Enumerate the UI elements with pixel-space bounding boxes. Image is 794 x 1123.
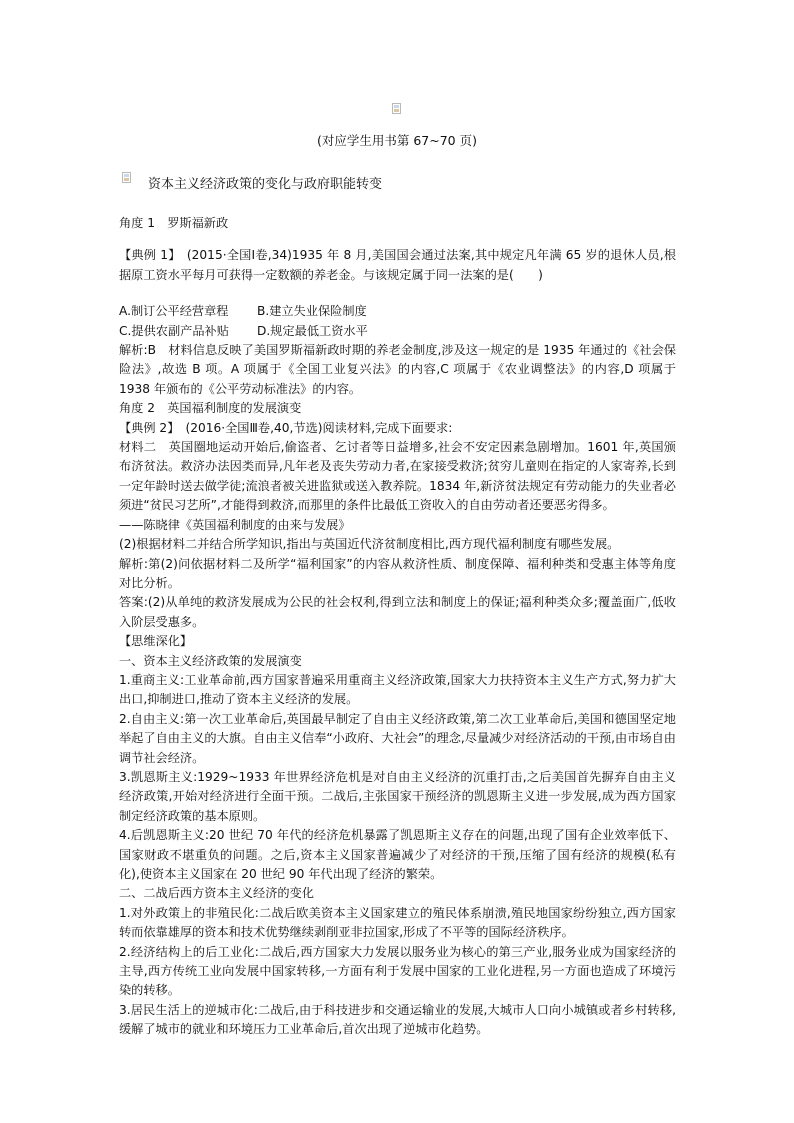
part1-item-4: 4.后凯恩斯主义:20 世纪 70 年代的经济危机暴露了凯恩斯主义存在的问题,出现了国有企业效率低下、国家财政不堪重负的问题。之后,资本主义国家普遍减少了对经济的干预,压缩了国有经济的规模(私有化),使资本主义国家在 20 世纪 90 年代出现了经济的繁荣。 [119,828,676,881]
angle2-heading: 角度 2 英国福利制度的发展演变 [119,401,302,416]
part2-item-3: 3.居民生活上的逆城市化:二战后,由于科技进步和交通运输业的发展,大城市人口向小城镇或者乡村转移,缓解了城市的就业和环境压力工业革命后,首次出现了逆城市化趋势。 [119,1002,676,1037]
part1-item-2: 2.自由主义:第一次工业革命后,英国最早制定了自由主义经济政策,第二次工业革命后,美国和德国坚定地举起了自由主义的大旗。自由主义信奉“小政府、大社会”的理念,尽量减少对经济活动的干预,由市场自由调节社会经济。 [119,711,676,765]
option-c: C.提供农副产品补贴 [119,323,229,338]
options-row-1 [119,302,676,321]
answer2: 答案:(2)从单纯的救济发展成为公民的社会权利,得到立法和制度上的保证;福利种类众多;覆盖面广,低收入阶层受惠多。 [119,595,676,629]
header-image-icon [392,103,401,114]
example2 [119,419,676,438]
example1 [119,246,676,285]
option-d: D.规定最低工资水平 [257,323,368,338]
option-a: A.制订公平经营章程 [119,304,229,319]
deepening-heading: 【思维深化】 [119,634,193,649]
material-two: 材料二 英国圈地运动开始后,偷盗者、乞讨者等日益增多,社会不安定因素急剧增加。1601 年,英国颁布济贫法。救济办法因类而异,凡年老及丧失劳动力者,在家接受救济;贫穷儿童则在指定的人家寄养,长到一定年龄时送去做学徒;流浪者被关进监狱或送入教养院。1834 年,新济贫法规定有劳动能力的失业者必须进“贫民习艺所”,才能得到救济,而那里的条件比最低工资收入的自由劳动者还要恶劣得多。 [119,440,676,513]
part2-item-1: 1.对外政策上的非殖民化:二战后欧美资本主义国家建立的殖民体系崩溃,殖民地国家纷纷独立,西方国家转而依靠雄厚的资本和技术优势继续剥削亚非拉国家,形成了不平等的国际经济秩序。 [119,905,676,940]
example2-label: 【典例 2】 [119,420,174,435]
part2-title: 二、二战后西方资本主义经济的变化 [119,886,314,901]
options-row-2 [119,322,676,341]
part2-item-2: 2.经济结构上的后工业化:二战后,西方国家大力发展以服务业为核心的第三产业,服务业成为国家经济的主导,西方传统工业向发展中国家转移,一方面有利于发展中国家的工业化进程,另一方面也造成了环境污染的转移。 [119,944,676,998]
part1-item-3: 3.凯恩斯主义:1929~1933 年世界经济危机是对自由主义经济的沉重打击,之后美国首先摒弃自由主义经济政策,开始对经济进行全面干预。二战后,主张国家干预经济的凯恩斯主义进一步发展,成为西方国家制定经济政策的基本原则。 [119,769,676,823]
part1-title: 一、资本主义经济政策的发展演变 [119,653,302,668]
question2: (2)根据材料二并结合所学知识,指出与英国近代济贫制度相比,西方现代福利制度有哪些发展。 [119,537,620,552]
page-reference: (对应学生用书第 67~70 页) [317,133,477,148]
section-image-icon [122,172,131,183]
angle1-heading: 角度 1 罗斯福新政 [119,216,229,230]
analysis2: 解析:第(2)问依据材料二及所学“福利国家”的内容从救济性质、制度保障、福利种类和受惠主体等角度对比分析。 [119,556,676,590]
example1-text: (2015·全国Ⅰ卷,34)1935 年 8 月,美国国会通过法案,其中规定凡年满 65 岁的退休人员,根据原工资水平每月可获得一定数额的养老金。与该规定属于同一法案的是( ) [119,248,677,282]
example2-text: (2016·全国Ⅲ卷,40,节选)阅读材料,完成下面要求: [185,420,453,435]
analysis1: 解析:B 材料信息反映了美国罗斯福新政时期的养老金制度,涉及这一规定的是 1935 年通过的《社会保险法》,故选 B 项。A 项属于《全国工业复兴法》的内容,C 项属于《农业调整法》的内容,D 项属于 1938 年颁布的《公平劳动标准法》的内容。 [119,343,676,396]
section-title: 资本主义经济政策的变化与政府职能转变 [148,177,383,192]
example1-label: 【典例 1】 [119,248,175,263]
material-source: ——陈晓律《英国福利制度的由来与发展》 [119,517,351,532]
main-content [119,214,676,1040]
part1-item-1: 1.重商主义:工业革命前,西方国家普遍采用重商主义经济政策,国家大力扶持资本主义生产方式,努力扩大出口,抑制进口,推动了资本主义经济的发展。 [119,672,676,707]
option-b: B.建立失业保险制度 [257,304,367,319]
